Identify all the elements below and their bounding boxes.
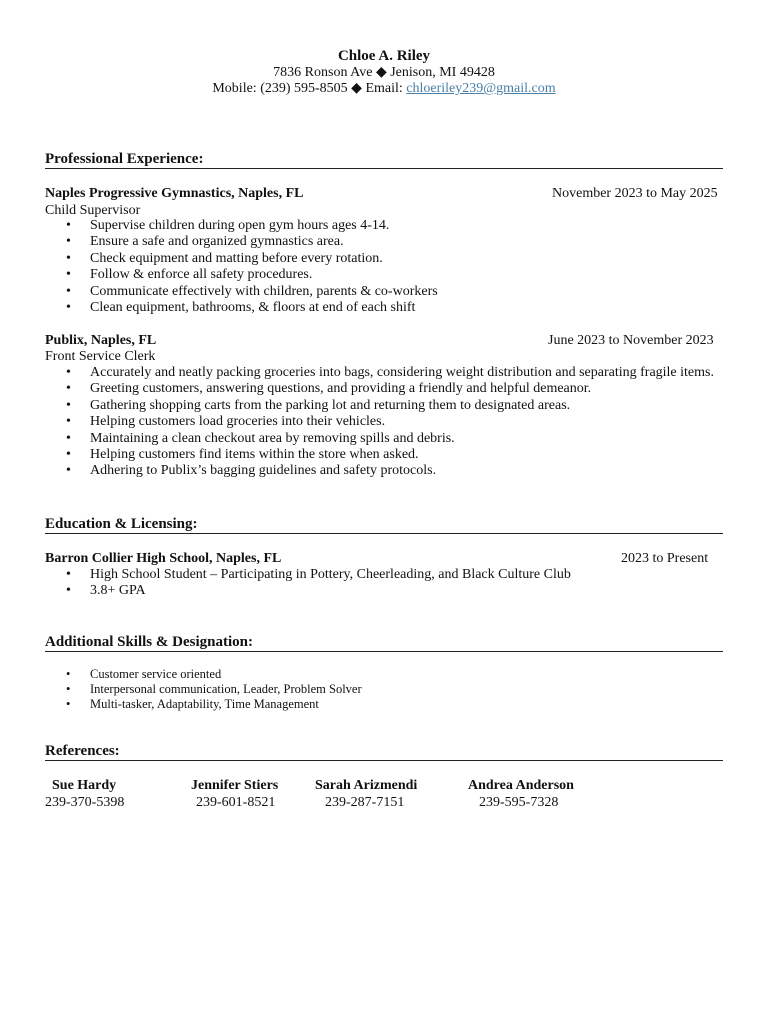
skills-bullet-list bbox=[45, 667, 362, 712]
list-item: • Adhering to Publix’s bagging guidelines and safety protocols. bbox=[45, 463, 714, 479]
candidate-name: Chloe A. Riley bbox=[337, 48, 431, 64]
list-item: • High School Student – Participating in Pottery, Cheerleading, and Black Culture Club bbox=[45, 567, 571, 583]
list-item: • Helping customers find items within the store when asked. bbox=[45, 447, 714, 463]
list-item: • Interpersonal communication, Leader, Problem Solver bbox=[45, 682, 362, 697]
job-role: Front Service Clerk bbox=[45, 349, 156, 364]
job-employer: Naples Progressive Gymnastics, Naples, FL bbox=[45, 186, 304, 201]
list-item: • Gathering shopping carts from the parking lot and returning them to designated areas. bbox=[45, 398, 714, 414]
reference-phone: 239-601-8521 bbox=[196, 795, 276, 810]
list-item: • Check equipment and matting before every rotation. bbox=[45, 251, 438, 267]
education-bullet-list bbox=[45, 567, 571, 600]
reference-phone: 239-595-7328 bbox=[479, 795, 559, 810]
job-role: Child Supervisor bbox=[45, 203, 141, 218]
list-item: • Multi-tasker, Adaptability, Time Management bbox=[45, 697, 362, 712]
mobile-text: Mobile: (239) 595-8505 ◆ Email: bbox=[212, 81, 407, 96]
list-item: • Maintaining a clean checkout area by removing spills and debris. bbox=[45, 431, 714, 447]
reference-phone: 239-370-5398 bbox=[45, 795, 125, 810]
reference-name: Andrea Anderson bbox=[468, 778, 574, 793]
reference-name: Sarah Arizmendi bbox=[315, 778, 418, 793]
list-item: • Greeting customers, answering questions, and providing a friendly and helpful demeanor. bbox=[45, 381, 714, 397]
school-dates: 2023 to Present bbox=[621, 551, 709, 566]
list-item: • 3.8+ GPA bbox=[45, 583, 571, 599]
list-item: • Clean equipment, bathrooms, & floors at end of each shift bbox=[45, 300, 438, 316]
job-employer: Publix, Naples, FL bbox=[45, 333, 157, 348]
section-title-skills: Additional Skills & Designation: bbox=[45, 633, 723, 652]
reference-name: Jennifer Stiers bbox=[191, 778, 279, 793]
list-item: • Follow & enforce all safety procedures. bbox=[45, 267, 438, 283]
list-item: • Helping customers load groceries into their vehicles. bbox=[45, 414, 714, 430]
list-item: • Supervise children during open gym hours ages 4-14. bbox=[45, 218, 438, 234]
section-title-education: Education & Licensing: bbox=[45, 515, 723, 534]
candidate-contact bbox=[0, 81, 768, 97]
email-link[interactable]: chloeriley239@gmail.com bbox=[406, 81, 556, 96]
list-item: • Communicate effectively with children, parents & co-workers bbox=[45, 284, 438, 300]
candidate-address: 7836 Ronson Ave ◆ Jenison, MI 49428 bbox=[273, 65, 495, 80]
list-item: • Ensure a safe and organized gymnastics area. bbox=[45, 234, 438, 250]
job-bullet-list bbox=[45, 365, 714, 480]
school-name: Barron Collier High School, Naples, FL bbox=[45, 551, 282, 566]
list-item: • Accurately and neatly packing groceries into bags, considering weight distribution and separating fragile items. bbox=[45, 365, 714, 381]
job-bullet-list bbox=[45, 218, 438, 316]
job-dates: November 2023 to May 2025 bbox=[552, 186, 718, 201]
section-title-experience: Professional Experience: bbox=[45, 150, 723, 169]
reference-phone: 239-287-7151 bbox=[325, 795, 405, 810]
job-dates: June 2023 to November 2023 bbox=[548, 333, 714, 348]
section-title-references: References: bbox=[45, 742, 723, 761]
list-item: • Customer service oriented bbox=[45, 667, 362, 682]
reference-name: Sue Hardy bbox=[52, 778, 117, 793]
